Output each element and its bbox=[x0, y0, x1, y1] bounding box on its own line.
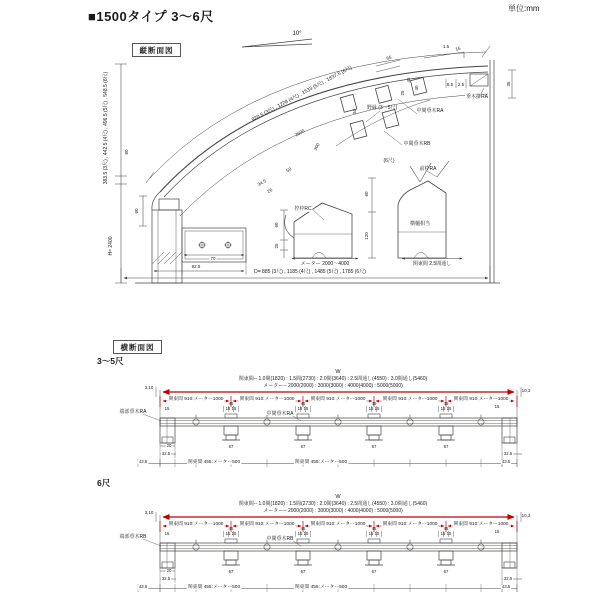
dim-label: 関東間 455:メーター500 bbox=[294, 458, 348, 465]
part-label: 中間垂木RA bbox=[266, 410, 294, 417]
dim-label: 25 bbox=[400, 90, 406, 96]
slope-angle-label: 10° bbox=[292, 29, 302, 37]
dim-label: 関東間 455:メーター500 bbox=[187, 458, 241, 465]
page-title: ■1500タイプ 3〜6尺 bbox=[88, 9, 214, 24]
dim-label: 45 bbox=[300, 401, 306, 407]
dim-label: 3,10 bbox=[144, 385, 154, 391]
dim-label: 15 15 bbox=[297, 531, 309, 537]
dim-label: W bbox=[335, 493, 341, 500]
dim-label: 43.5 bbox=[138, 584, 148, 590]
dim-label: 300 bbox=[312, 142, 321, 152]
dim-label: 関東間 455:メーター500 bbox=[294, 583, 348, 590]
dim-label: 45 bbox=[371, 401, 377, 407]
dim-label: 関東間 910:メーター1000 bbox=[168, 520, 224, 527]
part-label: 野縁 (3〜5尺) bbox=[366, 104, 398, 111]
dim-label: 関東間 910:メーター1000 bbox=[239, 395, 295, 402]
dim-label: 45 bbox=[300, 526, 306, 532]
dim-label: 関東間-- 1.0間(1820) : 1.5間(2730) : 2.0間(3640) : 2.5間通し(4550) : 3.0間通し(5460) bbox=[238, 375, 428, 382]
part-label: 控枠RC bbox=[294, 205, 312, 212]
dim-label: 26 bbox=[266, 187, 274, 195]
dim-label: 関東間 910:メーター1000 bbox=[310, 520, 366, 527]
dim-label: 関東間 910:メーター1000 bbox=[382, 395, 438, 402]
dim-label: 120 bbox=[364, 232, 370, 240]
dim-label: 60 bbox=[274, 222, 280, 228]
dim-label: 32.5 bbox=[503, 451, 513, 457]
dim-label: 67 bbox=[300, 444, 306, 450]
dim-label: 15 15 bbox=[440, 406, 452, 412]
dim-label: D= 885 (3尺) , 1185 (4尺) , 1485 (5尺) , 1785 (6尺) bbox=[254, 268, 366, 275]
vertical-section-drawing bbox=[115, 39, 516, 283]
dim-label: 92.5 bbox=[191, 264, 201, 270]
dim-label: 関東間 2.5間通し bbox=[412, 260, 452, 267]
part-label: 垂木掛RA bbox=[466, 93, 488, 100]
dim-label: 45 bbox=[443, 401, 449, 407]
part-label: 前枠RA bbox=[419, 165, 437, 172]
dim-label: H= 2400 bbox=[107, 236, 114, 256]
part-label: 中間垂木RB bbox=[403, 140, 431, 147]
dim-label: 920.5 (3尺) , 1228 (4尺) , 1533 (5尺) , 1837.5 (6尺) bbox=[250, 64, 353, 123]
dim-label: 15 15 bbox=[440, 531, 452, 537]
dim-label: 15 15 bbox=[225, 531, 237, 537]
subsection-heading-6: 6尺 bbox=[97, 478, 111, 488]
dim-label: 32.5 bbox=[161, 451, 171, 457]
dim-label: 関東間 455:メーター500 bbox=[187, 583, 241, 590]
dim-label: 67 bbox=[228, 569, 234, 575]
dim-label: 45 bbox=[228, 401, 234, 407]
dim-label: 関東間 910:メーター1000 bbox=[453, 520, 509, 527]
dim-label: 15 15 bbox=[225, 406, 237, 412]
dim-label: 67 bbox=[228, 444, 234, 450]
horizontal-section-drawing bbox=[138, 387, 522, 467]
dim-label: 80 bbox=[124, 149, 130, 155]
dim-label: 43.5 bbox=[138, 459, 148, 465]
dim-label: メーター-- 2000(2000) : 3000(3000) : 4000(4000) : 5000(5000) bbox=[263, 507, 403, 513]
dim-label: 67 bbox=[371, 444, 377, 450]
part-label: (6尺) bbox=[383, 157, 395, 164]
subsection-heading-3to5: 3〜5尺 bbox=[97, 356, 124, 366]
dim-label: 60 bbox=[364, 191, 370, 197]
dim-label: 3,10 bbox=[144, 510, 154, 516]
part-label: 端部垂木RA bbox=[119, 408, 147, 415]
dim-label: 2.5 bbox=[457, 82, 465, 88]
dim-label: W bbox=[335, 368, 341, 375]
dim-label: 15 bbox=[454, 45, 461, 52]
dim-label: 関東間-- 1.0間(1820) : 1.5間(2730) : 2.0間(3640) : 2.5間通し(4550) : 3.0間通し(5460) bbox=[238, 500, 428, 507]
dim-label: 関東間 910:メーター1000 bbox=[239, 520, 295, 527]
dim-label: 67 bbox=[443, 444, 449, 450]
dim-label: 15 bbox=[164, 531, 170, 537]
dim-label: 15 bbox=[494, 404, 500, 410]
dim-label: 45 bbox=[228, 526, 234, 532]
unit-note: 単位:mm bbox=[508, 4, 540, 13]
dim-label: 34 bbox=[352, 109, 358, 115]
dim-label: 383.5 (3尺) , 442.5 (4尺) , 496.5 (5尺) , 548.5 (6尺) bbox=[102, 71, 109, 185]
dim-label: 67 bbox=[371, 569, 377, 575]
dim-label: 20 bbox=[166, 568, 172, 574]
dim-label: 25 bbox=[274, 243, 280, 249]
dim-label: 8.5 bbox=[446, 82, 454, 88]
dim-label: 15 15 bbox=[368, 406, 380, 412]
dim-label: 65 bbox=[385, 54, 392, 61]
dim-label: 50 bbox=[285, 166, 293, 174]
dim-label: 1.5 bbox=[442, 44, 450, 50]
dim-label: 67 bbox=[300, 569, 306, 575]
dim-label: 関東間 910:メーター1000 bbox=[310, 395, 366, 402]
dim-label: 関東間 910:メーター1000 bbox=[382, 520, 438, 527]
dim-label: 2600 bbox=[294, 128, 306, 138]
dim-label: 40 bbox=[414, 85, 420, 91]
dim-label: メーター 2000〜4000 bbox=[300, 260, 350, 267]
dim-label: 10,3 bbox=[521, 513, 531, 519]
horizontal-section-title: 横断面図 bbox=[113, 340, 162, 354]
dim-label: メーター-- 2000(2000) : 3000(3000) : 4000(4000) : 5000(5000) bbox=[263, 382, 403, 388]
dim-label: 関東間 910:メーター1000 bbox=[168, 395, 224, 402]
dim-label: 15 bbox=[164, 406, 170, 412]
dim-label: 45 bbox=[371, 526, 377, 532]
part-label: 横樋相当 bbox=[410, 220, 430, 227]
dim-label: 32.5 bbox=[161, 576, 171, 582]
dim-label: 32.5 bbox=[503, 576, 513, 582]
part-label: 端部垂木RB bbox=[119, 533, 147, 540]
dim-label: 関東間 910:メーター1000 bbox=[453, 395, 509, 402]
dim-label: 35 bbox=[506, 81, 512, 87]
dim-label: 15 15 bbox=[297, 406, 309, 412]
dim-label: 15 15 bbox=[368, 531, 380, 537]
dim-label: 15 bbox=[494, 529, 500, 535]
vertical-section-title: 縦断面図 bbox=[132, 43, 181, 57]
dim-label: 20 bbox=[166, 443, 172, 449]
dim-label: 43.5 bbox=[501, 584, 511, 590]
dim-label: 70 bbox=[210, 256, 216, 262]
dim-label: 10,3 bbox=[521, 388, 531, 394]
dim-label: 60 bbox=[134, 208, 140, 214]
part-label: 中間垂木RB bbox=[266, 535, 294, 542]
dim-label: 67 bbox=[443, 569, 449, 575]
dim-label: 43.5 bbox=[501, 459, 511, 465]
dim-label: 45 bbox=[406, 77, 412, 83]
dim-label: 34.5 bbox=[256, 178, 267, 188]
part-label: 中間垂木RA bbox=[416, 107, 444, 114]
dim-label: 45 bbox=[443, 526, 449, 532]
